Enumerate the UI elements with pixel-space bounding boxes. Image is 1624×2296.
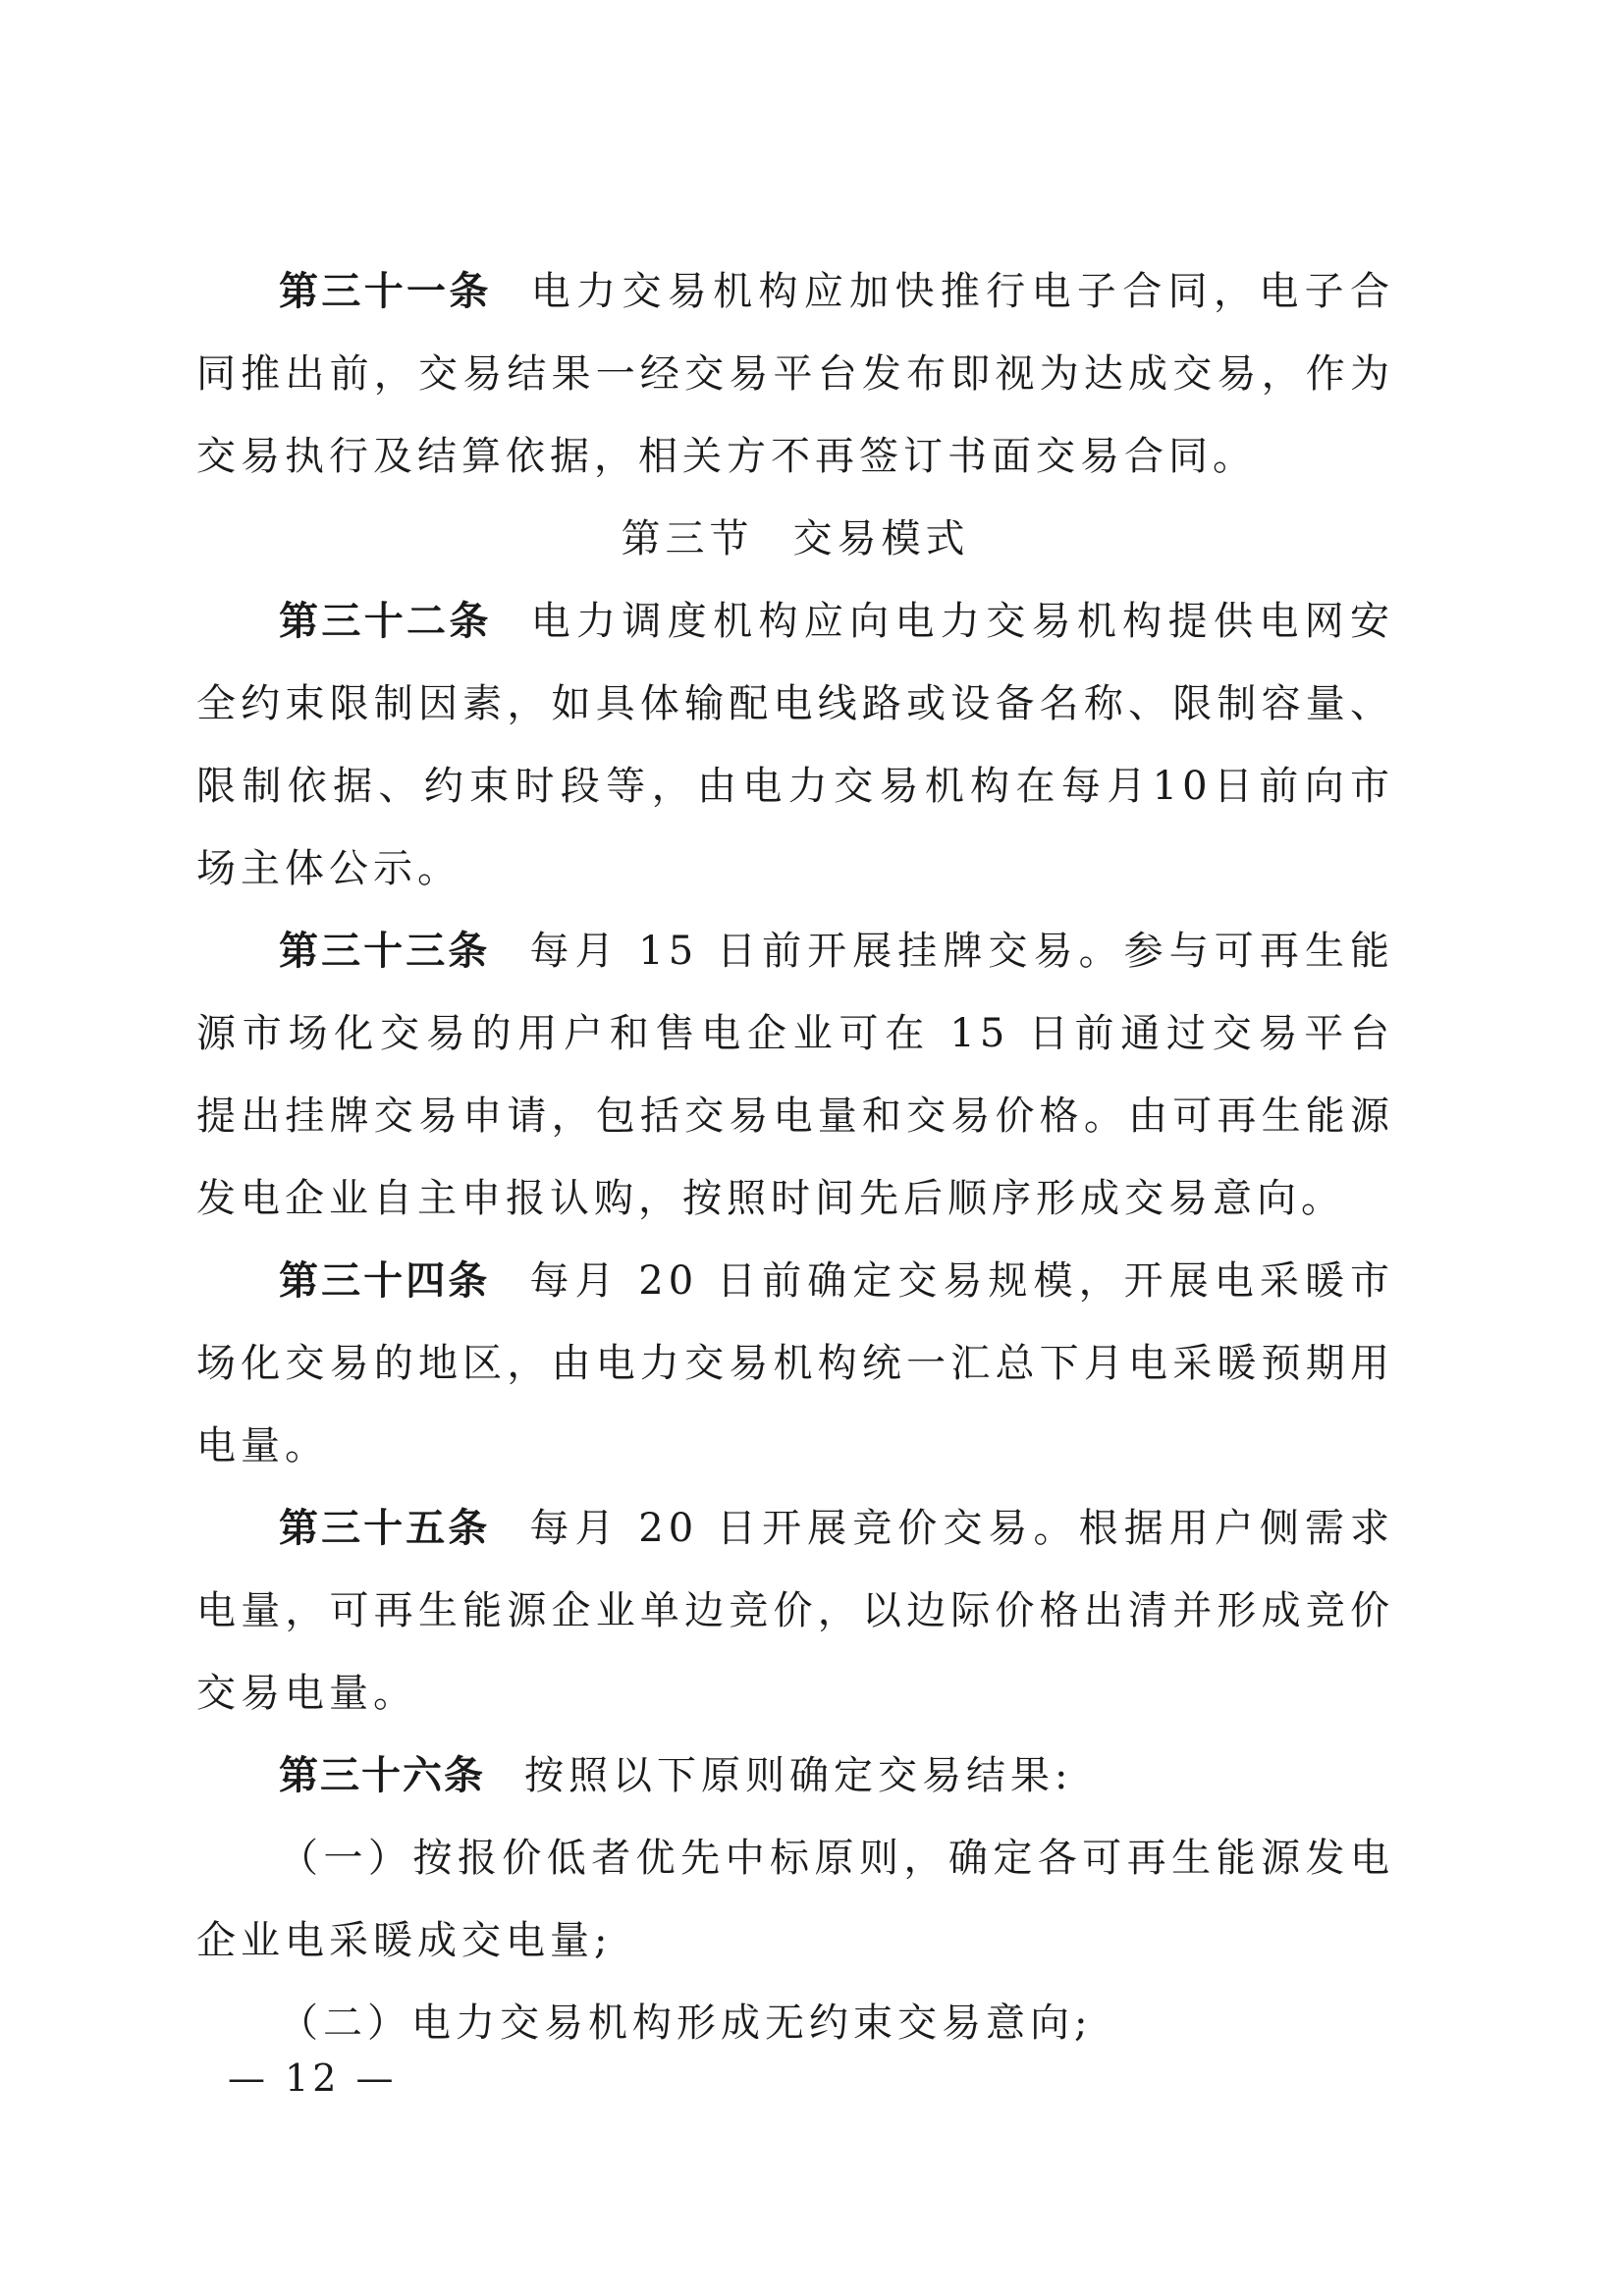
article-32 <box>196 580 1394 910</box>
section-title: 交易模式 <box>792 516 970 561</box>
article-text: 电力交易机构应加快推行电子合同，电子合同推出前，交易结果一经交易平台发布即视为达成交易，作为交易执行及结算依据，相关方不再签订书面交易合同。 <box>196 269 1395 479</box>
list-item-1: （一）按报价低者优先中标原则，确定各可再生能源发电企业电采暖成交电量; <box>196 1836 1394 1963</box>
article-36 <box>196 1735 1394 1817</box>
article-35 <box>196 1487 1394 1735</box>
article-text: 每月 20 日前确定交易规模，开展电采暖市场化交易的地区，由电力交易机构统一汇总下月电采暖预期用电量。 <box>196 1258 1395 1468</box>
article-text: 每月 15 日前开展挂牌交易。参与可再生能源市场化交易的用户和售电企业可在 15 日前通过交易平台提出挂牌交易申请，包括交易电量和交易价格。由可再生能源发电企业自主申报认购，按照时间先后顺序形成交易意向。 <box>196 929 1395 1221</box>
article-number: 第三十二条 <box>279 599 492 644</box>
article-text: 电力调度机构应向电力交易机构提供电网安全约束限制因素，如具体输配电线路或设备名称、限制容量、限制依据、约束时段等，由电力交易机构在每月10日前向市场主体公示。 <box>196 599 1395 891</box>
section-heading <box>196 498 1394 580</box>
document-body <box>196 250 1394 2064</box>
list-item-2: （二）电力交易机构形成无约束交易意向; <box>279 2001 1093 2046</box>
article-text: 按照以下原则确定交易结果: <box>524 1753 1073 1798</box>
article-number: 第三十五条 <box>279 1506 491 1551</box>
article-number: 第三十一条 <box>279 269 492 314</box>
article-33 <box>196 910 1394 1240</box>
article-31 <box>196 250 1394 498</box>
article-number: 第三十四条 <box>279 1258 491 1304</box>
page-number: — 12 — <box>228 2056 398 2100</box>
section-number: 第三节 <box>621 516 754 561</box>
article-number: 第三十三条 <box>279 929 491 974</box>
article-text: 每月 20 日开展竞价交易。根据用户侧需求电量，可再生能源企业单边竞价，以边际价格出清并形成竞价交易电量。 <box>196 1506 1395 1716</box>
article-34 <box>196 1240 1394 1487</box>
article-number: 第三十六条 <box>279 1753 485 1798</box>
